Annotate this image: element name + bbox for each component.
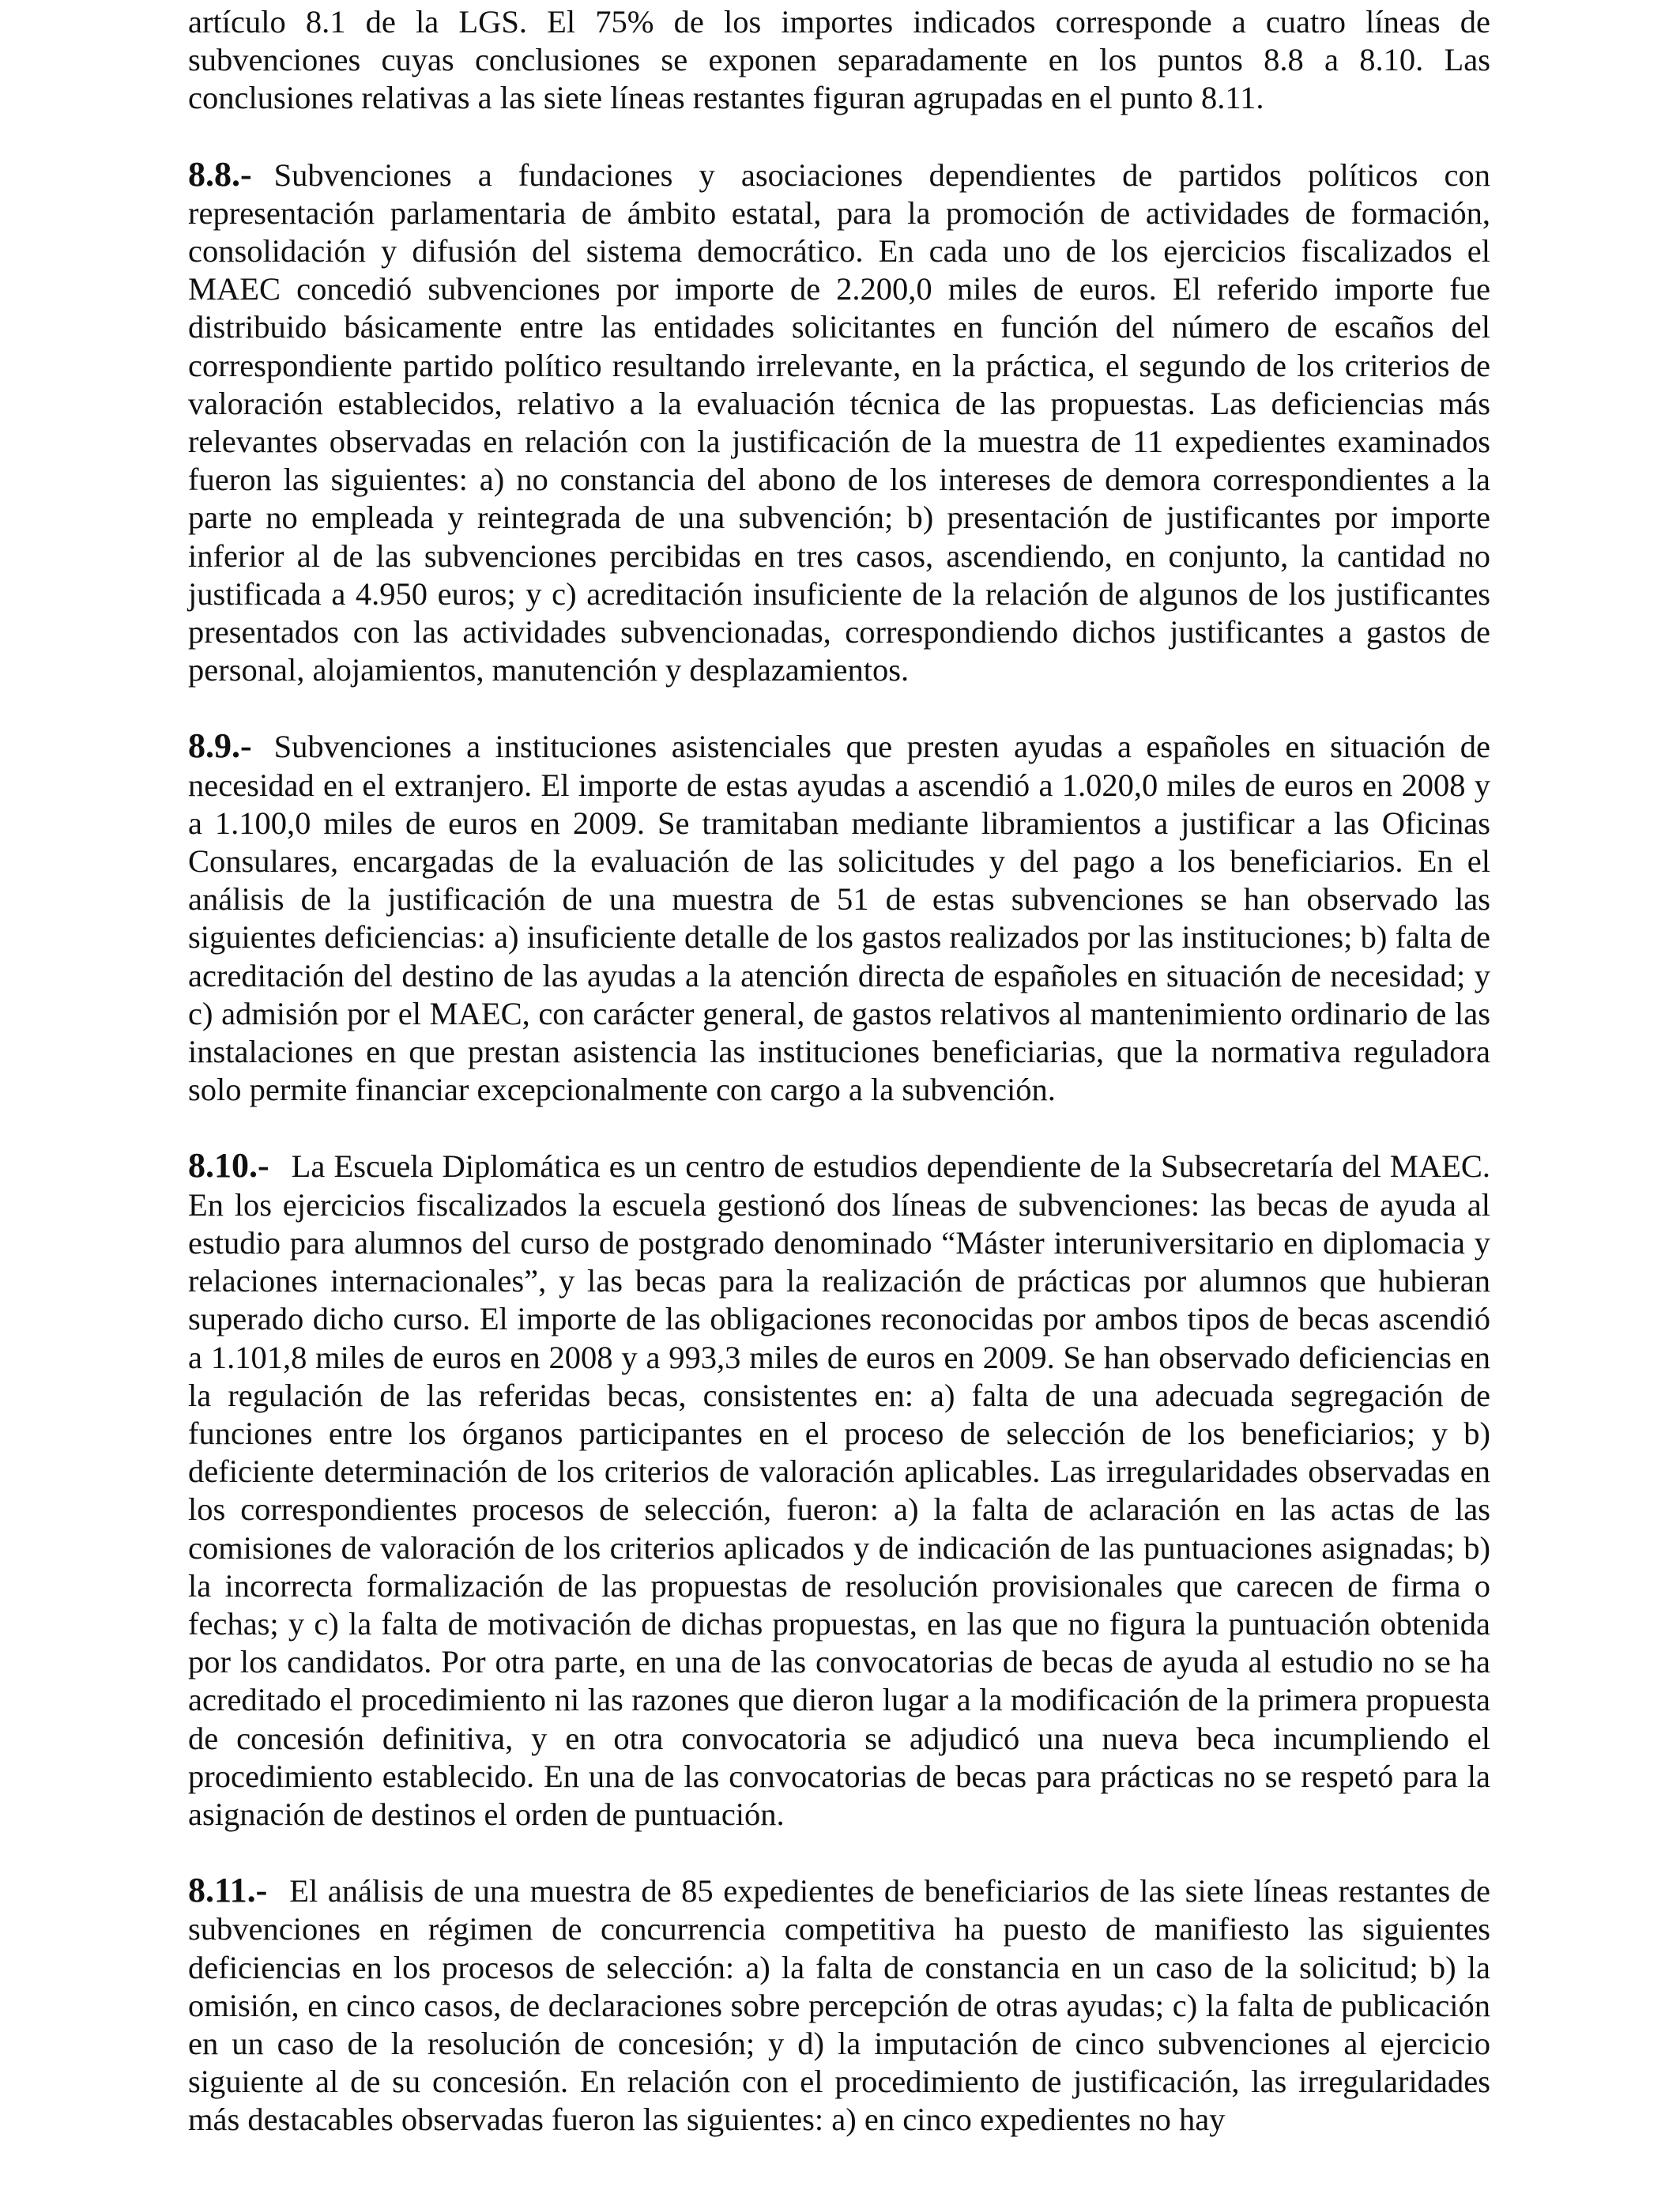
section-text: La Escuela Diplomática es un centro de estudios dependiente de la Subsecretaría del MAEC. En los ejercicios fiscalizados la escuela gestionó dos líneas de subvenciones: las becas de ayuda al estudio para alumnos del curso de postgrado denominado “Máster interuniversitario en diplomacia y relaciones internacionales”, y las becas para la realización de prácticas por alumnos que hubieran superado dicho curso. El importe de las obligaciones reconocidas por ambos tipos de becas ascendió a 1.101,8 miles de euros en 2008 y a 993,3 miles de euros en 2009. Se han observado deficiencias en la regulación de las referidas becas, consistentes en: a) falta de una adecuada segregación de funciones entre los órganos participantes en el proceso de selección de los beneficiarios; y b) deficiente determinación de los criterios de valoración aplicables. Las irregularidades observadas en los correspondientes procesos de selección, fueron: a) la falta de aclaración en las actas de las comisiones de valoración de los criterios aplicados y de indicación de las puntuaciones asignadas; b) la incorrecta formalización de las propuestas de resolución provisionales que carecen de firma o fechas; y c) la falta de motivación de dichas propuestas, en las que no figura la puntuación obtenida por los candidatos. Por otra parte, en una de las convocatorias de becas de ayuda al estudio no se ha acreditado el procedimiento ni las razones que dieron lugar a la modificación de la primera propuesta de concesión definitiva, y en otra convocatoria se adjudicó una nueva beca incumpliendo el procedimiento establecido. En una de las convocatorias de becas para prácticas no se respetó para la asignación de destinos el orden de puntuación. [188,1148,1490,1832]
section-8-8 [188,156,1490,690]
section-text: Subvenciones a instituciones asistenciales que presten ayudas a españoles en situación de necesidad en el extranjero. El importe de estas ayudas a ascendió a 1.020,0 miles de euros en 2008 y a 1.100,0 miles de euros en 2009. Se tramitaban mediante libramientos a justificar a las Oficinas Consulares, encargadas de la evaluación de las solicitudes y del pago a los beneficiarios. En el análisis de la justificación de una muestra de 51 de estas subvenciones se han observado las siguientes deficiencias: a) insuficiente detalle de los gastos realizados por las instituciones; b) falta de acreditación del destino de las ayudas a la atención directa de españoles en situación de necesidad; y c) admisión por el MAEC, con carácter general, de gastos relativos al mantenimiento ordinario de las instalaciones en que prestan asistencia las instituciones beneficiarias, que la normativa reguladora solo permite financiar excepcionalmente con cargo a la subvención. [188,729,1490,1108]
section-8-10 [188,1147,1490,1834]
section-text: Subvenciones a fundaciones y asociaciones dependientes de partidos políticos con representación parlamentaria de ámbito estatal, para la promoción de actividades de formación, consolidación y difusión del sistema democrático. En cada uno de los ejercicios fiscalizados el MAEC concedió subvenciones por importe de 2.200,0 miles de euros. El referido importe fue distribuido básicamente entre las entidades solicitantes en función del número de escaños del correspondiente partido político resultando irrelevante, en la práctica, el segundo de los criterios de valoración establecidos, relativo a la evaluación técnica de las propuestas. Las deficiencias más relevantes observadas en relación con la justificación de la muestra de 11 expedientes examinados fueron las siguientes: a) no constancia del abono de los intereses de demora correspondientes a la parte no empleada y reintegrada de una subvención; b) presentación de justificantes por importe inferior al de las subvenciones percibidas en tres casos, ascendiendo, en conjunto, la cantidad no justificada a 4.950 euros; y c) acreditación insuficiente de la relación de algunos de los justificantes presentados con las actividades subvencionadas, correspondiendo dichos justificantes a gastos de personal, alojamientos, manutención y desplazamientos. [188,156,1490,688]
section-text: El análisis de una muestra de 85 expedientes de beneficiarios de las siete líneas restantes de subvenciones en régimen de concurrencia competitiva ha puesto de manifiesto las siguientes deficiencias en los procesos de selección: a) la falta de constancia en un caso de la solicitud; b) la omisión, en cinco casos, de declaraciones sobre percepción de otras ayudas; c) la falta de publicación en un caso de la resolución de concesión; y d) la imputación de cinco subvenciones al ejercicio siguiente al de su concesión. En relación con el procedimiento de justificación, las irregularidades más destacables observadas fueron las siguientes: a) en cinco expedientes no hay [188,1873,1490,2138]
section-8-11 [188,1872,1490,2139]
section-number: 8.11.- [188,1871,268,1910]
document-page [188,0,1490,2139]
section-number: 8.10.- [188,1146,269,1186]
section-number: 8.8.- [188,154,252,194]
section-8-9 [188,727,1490,1109]
section-number: 8.9.- [188,726,252,766]
intro-paragraph: artículo 8.1 de la LGS. El 75% de los importes indicados corresponde a cuatro líneas de subvenciones cuyas conclusiones se exponen separadamente en los puntos 8.8 a 8.10. Las conclusiones relativas a las siete líneas restantes figuran agrupadas en el punto 8.11. [188,4,1490,116]
